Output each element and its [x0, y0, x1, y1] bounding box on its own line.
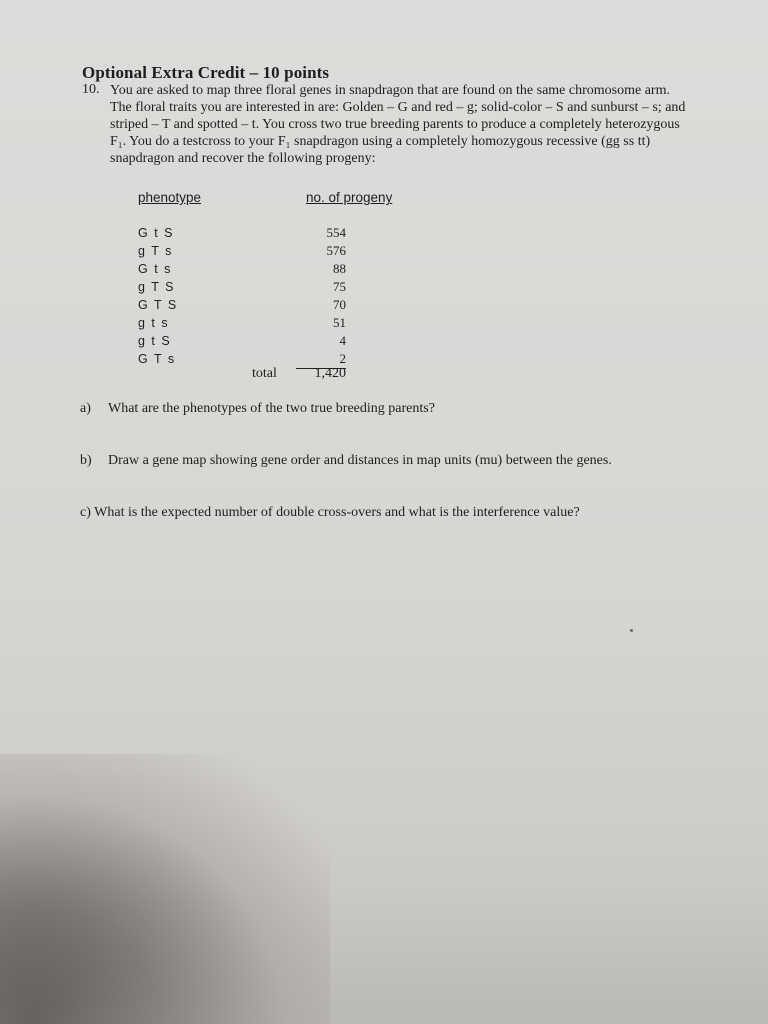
phenotype-cell: g T s	[138, 244, 173, 258]
count-cell: 75	[333, 279, 346, 294]
count-cell: 2	[296, 350, 346, 369]
phenotype-cell: g t S	[138, 334, 172, 348]
question-b-letter: b)	[80, 453, 92, 468]
question-a-letter: a)	[80, 401, 91, 416]
count-cell: 70	[333, 297, 346, 312]
count-cell: 4	[339, 333, 346, 348]
question-c-letter: c)	[80, 505, 91, 520]
question-c	[80, 505, 580, 521]
page-title: Optional Extra Credit – 10 points	[82, 63, 330, 82]
total-value: 1,420	[314, 366, 346, 381]
count-cell: 51	[333, 315, 346, 330]
question-number: 10.	[82, 82, 100, 97]
question-a-text: What are the phenotypes of the two true breeding parents?	[108, 401, 435, 416]
intro-line: The floral traits you are interested in are: Golden – G and red – g; solid-color – S and sunburst – s; and	[110, 100, 686, 115]
phenotype-header: phenotype	[138, 190, 202, 205]
phenotype-column	[138, 224, 178, 368]
intro-line: You are asked to map three floral genes in snapdragon that are found on the same chromosome arm.	[110, 83, 670, 98]
total-label: total	[252, 366, 277, 381]
count-cell: 88	[333, 261, 346, 276]
question-intro	[110, 82, 750, 167]
paper-speck	[630, 629, 633, 632]
phenotype-cell: G t S	[138, 226, 174, 240]
count-cell: 554	[326, 225, 346, 240]
phenotype-cell: g t s	[138, 316, 170, 330]
question-a	[80, 401, 435, 417]
phenotype-cell: G t s	[138, 262, 172, 276]
question-b-text: Draw a gene map showing gene order and distances in map units (mu) between the genes.	[108, 453, 612, 468]
intro-line: F₁. You do a testcross to your F₁ snapdragon using a completely homozygous recessive (gg ss tt)	[110, 134, 651, 149]
question-c-text: What is the expected number of double cross-overs and what is the interference value?	[94, 505, 580, 520]
question-b	[80, 453, 612, 469]
progeny-count-column	[296, 224, 346, 369]
count-cell: 576	[326, 243, 346, 258]
phenotype-cell: G T s	[138, 352, 176, 366]
phenotype-cell: G T S	[138, 298, 178, 312]
phenotype-cell: g T S	[138, 280, 175, 294]
intro-line: snapdragon and recover the following progeny:	[110, 151, 376, 166]
progeny-count-header: no. of progeny	[306, 190, 393, 205]
intro-line: striped – T and spotted – t. You cross two true breeding parents to produce a completely heterozygous	[110, 117, 680, 132]
